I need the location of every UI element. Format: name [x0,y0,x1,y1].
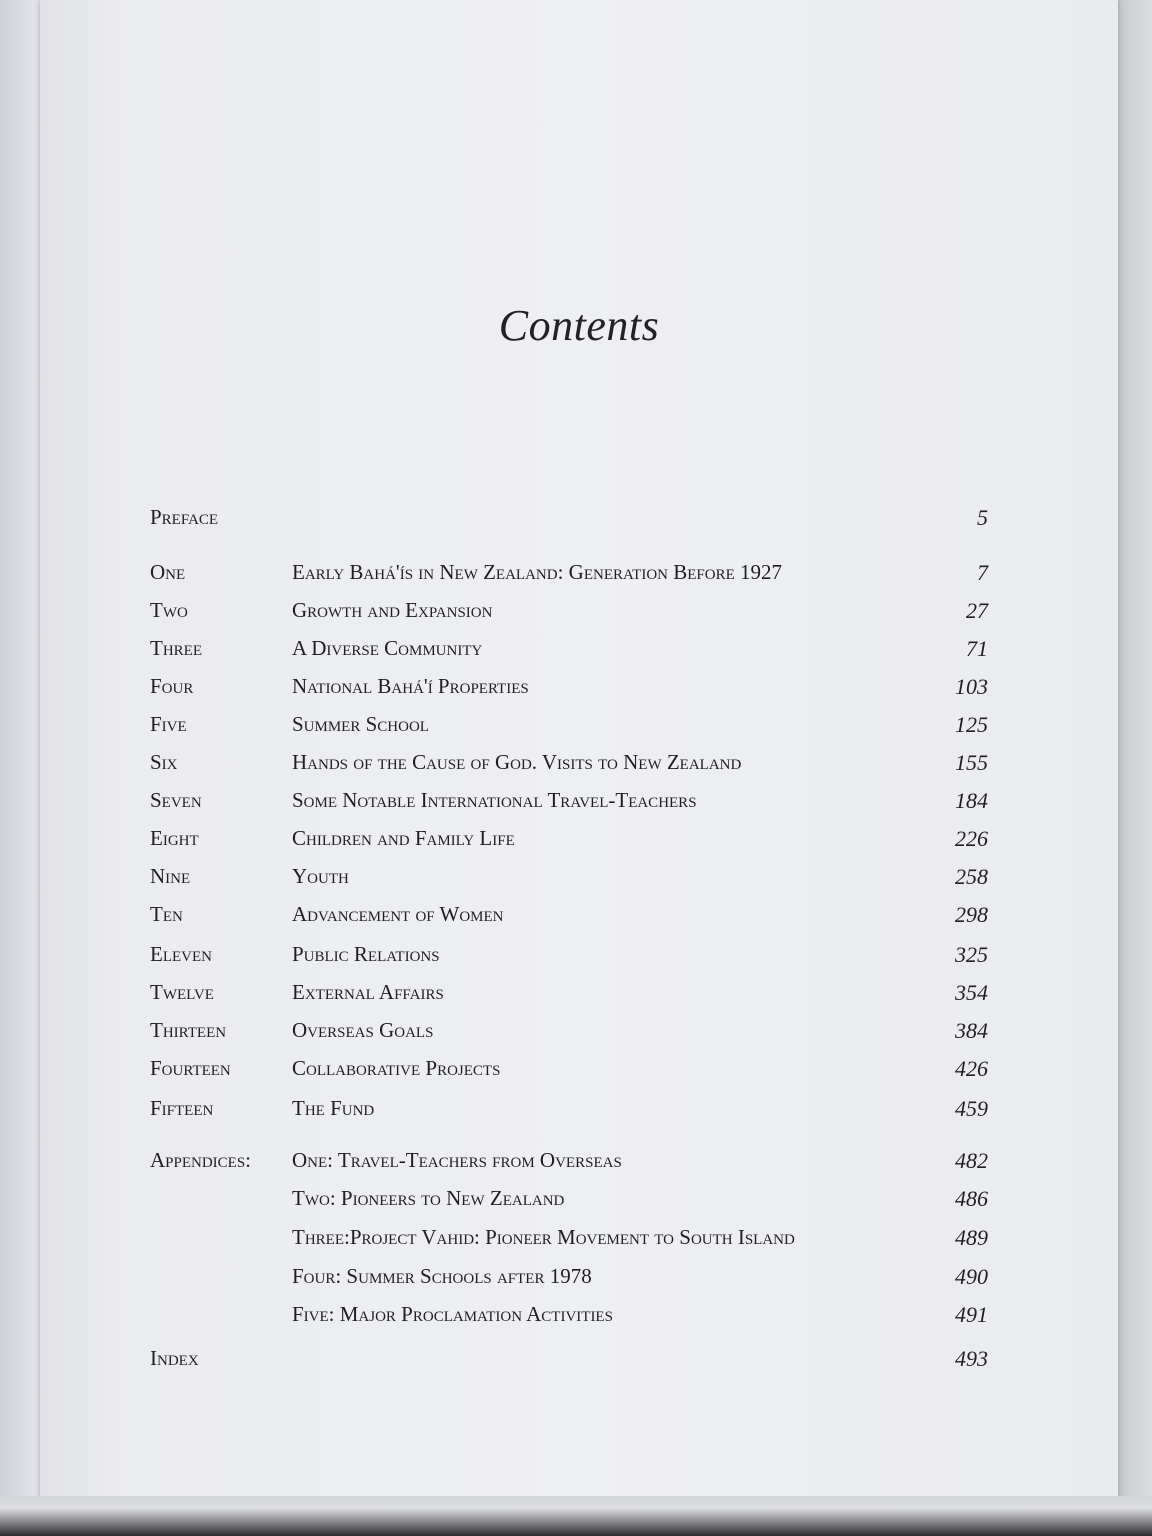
toc-entry-label: Thirteen [150,1018,227,1042]
toc-entry-label: Eight [150,826,199,850]
toc-entry [40,1148,1118,1178]
toc-entry-label: One [150,560,186,584]
toc-entry-label: Two [150,598,188,622]
toc-entry-title: Four: Summer Schools after 1978 [292,1264,592,1288]
toc-entry-label: Preface [150,505,219,529]
toc-entry [40,1302,1118,1332]
toc-entry-page-number: 155 [955,750,988,775]
toc-entry-label: Eleven [150,942,212,966]
toc-entry [40,750,1118,780]
toc-entry-title: Overseas Goals [292,1018,434,1042]
table-of-contents [40,0,1118,1512]
toc-entry-page-number: 226 [955,826,988,851]
toc-entry-page-number: 493 [955,1346,988,1371]
toc-entry [40,942,1118,972]
toc-entry [40,1056,1118,1086]
toc-entry-label: Appendices: [150,1148,252,1172]
toc-entry-title: Children and Family Life [292,826,515,850]
toc-entry-label: Ten [150,902,183,926]
toc-entry-title: Advancement of Women [292,902,504,926]
toc-entry-title: Some Notable International Travel-Teachers [292,788,697,812]
toc-entry-page-number: 103 [955,674,988,699]
toc-entry-title: Summer School [292,712,429,736]
toc-entry [40,505,1118,535]
toc-entry [40,864,1118,894]
toc-entry-title: One: Travel-Teachers from Overseas [292,1148,622,1172]
toc-entry-page-number: 426 [955,1056,988,1081]
toc-entry-label: Three [150,636,202,660]
toc-entry-title: Growth and Expansion [292,598,493,622]
toc-entry-label: Fifteen [150,1096,214,1120]
toc-entry [40,636,1118,666]
toc-entry [40,1096,1118,1126]
toc-entry [40,1225,1118,1255]
page-title: Contents [498,301,660,350]
toc-entry-label: Five [150,712,187,736]
toc-entry-title: Youth [292,864,349,888]
page-edge [1118,0,1152,1536]
toc-entry [40,712,1118,742]
toc-entry-page-number: 5 [977,505,988,530]
toc-entry-title: National Bahá'í Properties [292,674,529,698]
toc-entry-page-number: 459 [955,1096,988,1121]
toc-entry-title: Early Bahá'ís in New Zealand: Generation Before 1927 [292,560,782,584]
toc-entry [40,560,1118,590]
toc-entry [40,1264,1118,1294]
toc-entry-page-number: 354 [955,980,988,1005]
toc-entry-title: External Affairs [292,980,444,1004]
page-bottom-edge [0,1496,1152,1536]
toc-entry [40,826,1118,856]
toc-entry-page-number: 489 [955,1225,988,1250]
toc-entry-page-number: 258 [955,864,988,889]
toc-entry-title: Three:Project Vahid: Pioneer Movement to South Island [292,1225,795,1249]
toc-entry-page-number: 486 [955,1186,988,1211]
toc-entry-title: Collaborative Projects [292,1056,501,1080]
toc-entry-label: Seven [150,788,202,812]
toc-entry [40,1018,1118,1048]
toc-entry-label: Six [150,750,178,774]
toc-entry-label: Index [150,1346,199,1370]
toc-entry-label: Fourteen [150,1056,231,1080]
toc-entry [40,1186,1118,1216]
toc-entry [40,902,1118,932]
toc-entry-label: Nine [150,864,191,888]
toc-entry-page-number: 7 [977,560,988,585]
toc-entry-page-number: 482 [955,1148,988,1173]
toc-entry-page-number: 325 [955,942,988,967]
toc-entry-title: The Fund [292,1096,375,1120]
toc-entry-title: Hands of the Cause of God. Visits to New Zealand [292,750,742,774]
toc-entry-page-number: 71 [966,636,988,661]
toc-entry-title: Two: Pioneers to New Zealand [292,1186,565,1210]
toc-entry-title: Five: Major Proclamation Activities [292,1302,613,1326]
toc-entry-label: Four [150,674,194,698]
toc-entry [40,598,1118,628]
toc-entry [40,674,1118,704]
toc-entry [40,980,1118,1010]
book-page [40,0,1118,1512]
toc-entry [40,1346,1118,1376]
toc-entry-page-number: 384 [955,1018,988,1043]
toc-entry-page-number: 490 [955,1264,988,1289]
toc-entry-page-number: 184 [955,788,988,813]
toc-entry [40,788,1118,818]
toc-entry-page-number: 491 [955,1302,988,1327]
toc-entry-label: Twelve [150,980,214,1004]
toc-entry-title: A Diverse Community [292,636,483,660]
toc-entry-page-number: 27 [966,598,988,623]
toc-entry-title: Public Relations [292,942,440,966]
toc-entry-page-number: 298 [955,902,988,927]
toc-entry-page-number: 125 [955,712,988,737]
